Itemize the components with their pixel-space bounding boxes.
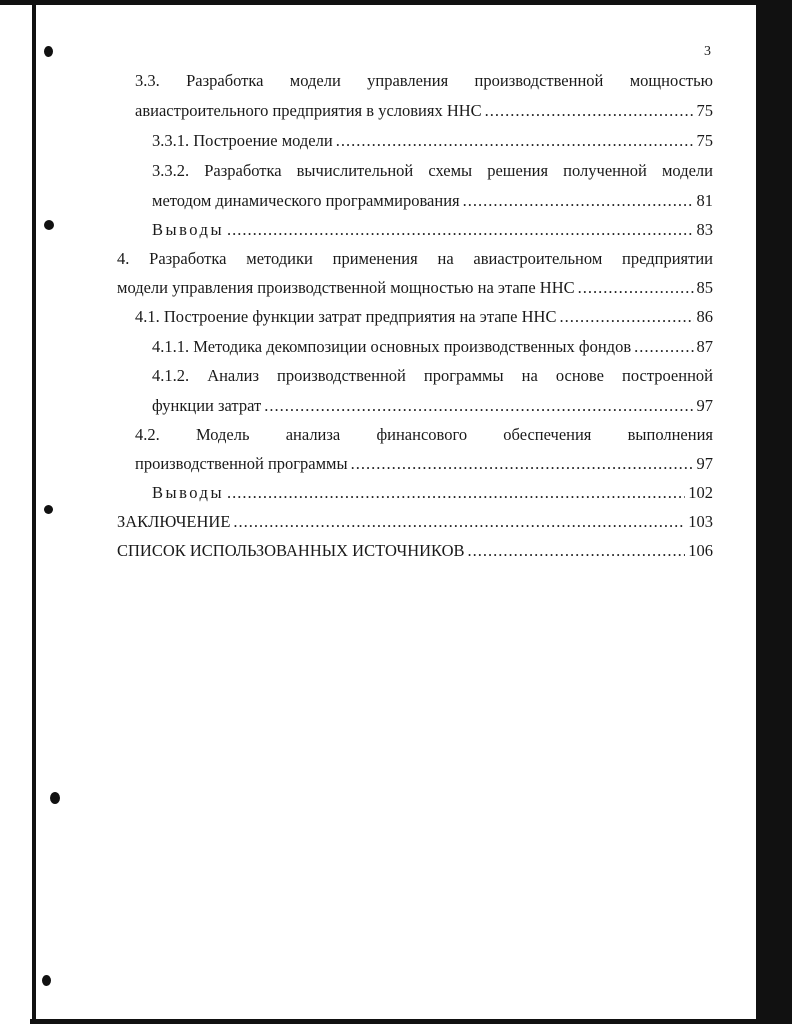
- dot-leader: [578, 273, 694, 303]
- toc-entry-3-3[interactable]: [135, 96, 713, 126]
- toc-entry-3-3-1[interactable]: [152, 126, 713, 156]
- punch-hole-mark: [44, 220, 54, 230]
- toc-entry-title: функции затрат: [152, 396, 262, 415]
- toc-entry-title: 4.1. Построение функции затрат предприятия на этапе ННС: [135, 307, 557, 326]
- toc-entry-title: авиастроительного предприятия в условиях ННС: [135, 101, 482, 120]
- toc-entry-3-3-2-line1: 3.3.2. Разработка вычислительной схемы решения полученной модели: [152, 161, 713, 180]
- dot-leader: [336, 126, 694, 156]
- toc-page-number: 83: [696, 220, 713, 239]
- toc-entry-title: производственной программы: [135, 454, 348, 473]
- toc-entry-4-1-2[interactable]: [152, 391, 713, 421]
- toc-entry-4-2[interactable]: [135, 449, 713, 479]
- toc-entry-4-1-1[interactable]: [152, 332, 713, 362]
- toc-page-number: 81: [696, 191, 713, 210]
- toc-page-number: 97: [696, 396, 713, 415]
- scan-border-right: [756, 0, 792, 1024]
- toc-entry-4-1-2-line1: 4.1.2. Анализ производственной программы на основе построенной: [152, 366, 713, 385]
- dot-leader: [485, 96, 694, 126]
- toc-page-number: 85: [696, 278, 713, 297]
- scan-border-top: [0, 0, 792, 5]
- toc-entry-title: 4.1.1. Методика декомпозиции основных производственных фондов: [152, 337, 632, 356]
- toc-entry-4-1[interactable]: [135, 302, 713, 332]
- dot-leader: [227, 478, 685, 508]
- toc-entry-references[interactable]: [117, 536, 713, 566]
- toc-page-number: 106: [688, 541, 713, 560]
- toc-page-number: 75: [696, 101, 713, 120]
- scan-border-bottom: [30, 1019, 792, 1024]
- toc-entry-title: СПИСОК ИСПОЛЬЗОВАННЫХ ИСТОЧНИКОВ: [117, 541, 465, 560]
- toc-entry-3-3-2[interactable]: [152, 186, 713, 216]
- toc-entry-title: методом динамического программирования: [152, 191, 460, 210]
- toc-entry-title: ЗАКЛЮЧЕНИЕ: [117, 512, 231, 531]
- page-number: 3: [704, 44, 711, 59]
- toc-entry-conclusions-4[interactable]: [152, 478, 713, 508]
- dot-leader: [227, 215, 693, 245]
- dot-leader: [351, 449, 694, 479]
- punch-hole-mark: [44, 46, 53, 57]
- dot-leader: [233, 507, 685, 537]
- toc-entry-title: Выводы: [152, 220, 225, 239]
- dot-leader: [559, 302, 693, 332]
- toc-page-number: 86: [696, 307, 713, 326]
- dot-leader: [264, 391, 693, 421]
- toc-entry-3-3-line1: 3.3. Разработка модели управления производственной мощностью: [135, 71, 713, 90]
- toc-entry-4[interactable]: [117, 273, 713, 303]
- punch-hole-mark: [42, 975, 51, 986]
- toc-page-number: 102: [688, 483, 713, 502]
- toc-entry-title: модели управления производственной мощностью на этапе ННС: [117, 278, 575, 297]
- dot-leader: [634, 332, 693, 362]
- toc-page-number: 87: [696, 337, 713, 356]
- punch-hole-mark: [44, 505, 53, 514]
- toc-entry-title: Выводы: [152, 483, 225, 502]
- dot-leader: [463, 186, 694, 216]
- toc-entry-4-2-line1: 4.2. Модель анализа финансового обеспечения выполнения: [135, 425, 713, 444]
- scan-border-left: [32, 0, 36, 1024]
- toc-page-number: 97: [696, 454, 713, 473]
- punch-hole-mark: [50, 792, 60, 804]
- toc-entry-title: 3.3.1. Построение модели: [152, 131, 333, 150]
- toc-page-number: 103: [688, 512, 713, 531]
- toc-entry-4-line1: 4. Разработка методики применения на авиастроительном предприятии: [117, 249, 713, 268]
- toc-entry-conclusion[interactable]: [117, 507, 713, 537]
- dot-leader: [468, 536, 686, 566]
- toc-entry-conclusions-3[interactable]: [152, 215, 713, 245]
- toc-page-number: 75: [696, 131, 713, 150]
